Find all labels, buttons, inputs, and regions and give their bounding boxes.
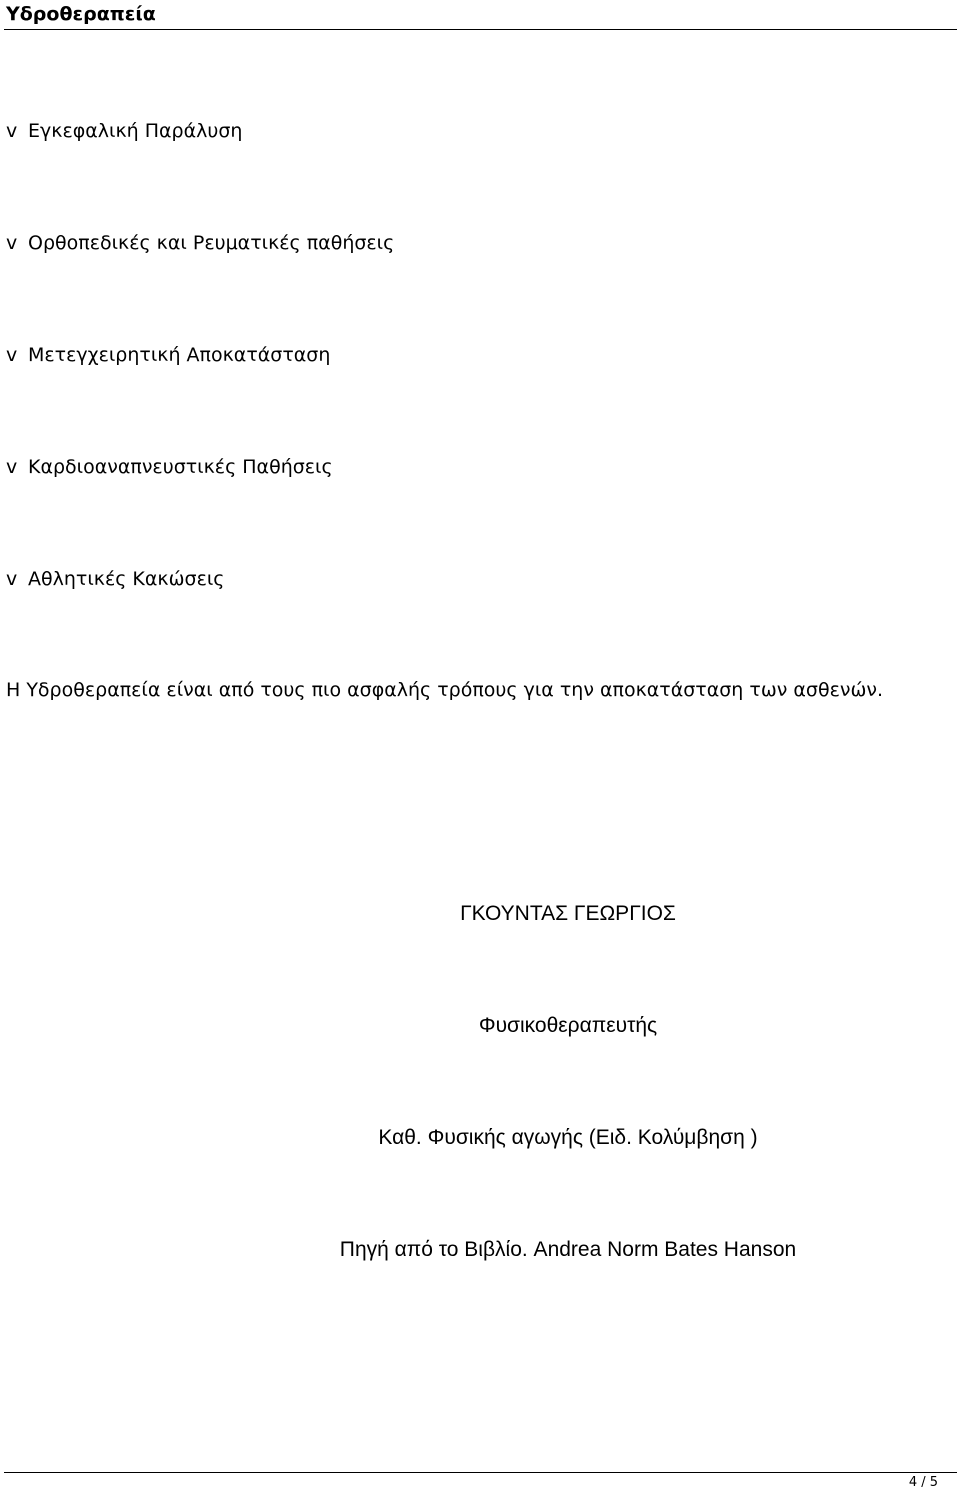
author-qualification: Καθ. Φυσικής αγωγής (Ειδ. Κολύμβηση ) xyxy=(378,1126,758,1149)
list-item-label: Εγκεφαλική Παράλυση xyxy=(28,120,243,142)
source-credit: Πηγή από το Βιβλίο. Andrea Norm Bates Hanson xyxy=(339,1238,797,1261)
page-header-title: Υδροθεραπεία xyxy=(6,3,156,25)
bullet-marker: v xyxy=(6,568,18,590)
footer-divider xyxy=(4,1472,957,1473)
page-number: 4 / 5 xyxy=(908,1475,938,1490)
list-item xyxy=(6,230,394,256)
bullet-marker: v xyxy=(6,232,18,254)
header-divider xyxy=(4,29,957,30)
list-item xyxy=(6,566,224,592)
list-item-label: Ορθοπεδικές και Ρευματικές παθήσεις xyxy=(28,232,395,254)
list-item-label: Μετεγχειρητική Αποκατάσταση xyxy=(28,344,331,366)
author-profession: Φυσικοθεραπευτής xyxy=(478,1014,658,1037)
list-item xyxy=(6,342,330,368)
bullet-marker: v xyxy=(6,344,18,366)
list-item xyxy=(6,454,333,480)
list-item-label: Καρδιοαναπνευστικές Παθήσεις xyxy=(28,456,333,478)
bullet-marker: v xyxy=(6,456,18,478)
list-item-label: Αθλητικές Κακώσεις xyxy=(28,568,225,590)
bullet-marker: v xyxy=(6,120,18,142)
author-name: ΓΚΟΥΝΤΑΣ ΓΕΩΡΓΙΟΣ xyxy=(460,902,676,925)
body-paragraph: Η Υδροθεραπεία είναι από τους πιο ασφαλής τρόπους για την αποκατάσταση των ασθενών. xyxy=(6,679,884,701)
list-item xyxy=(6,118,242,144)
